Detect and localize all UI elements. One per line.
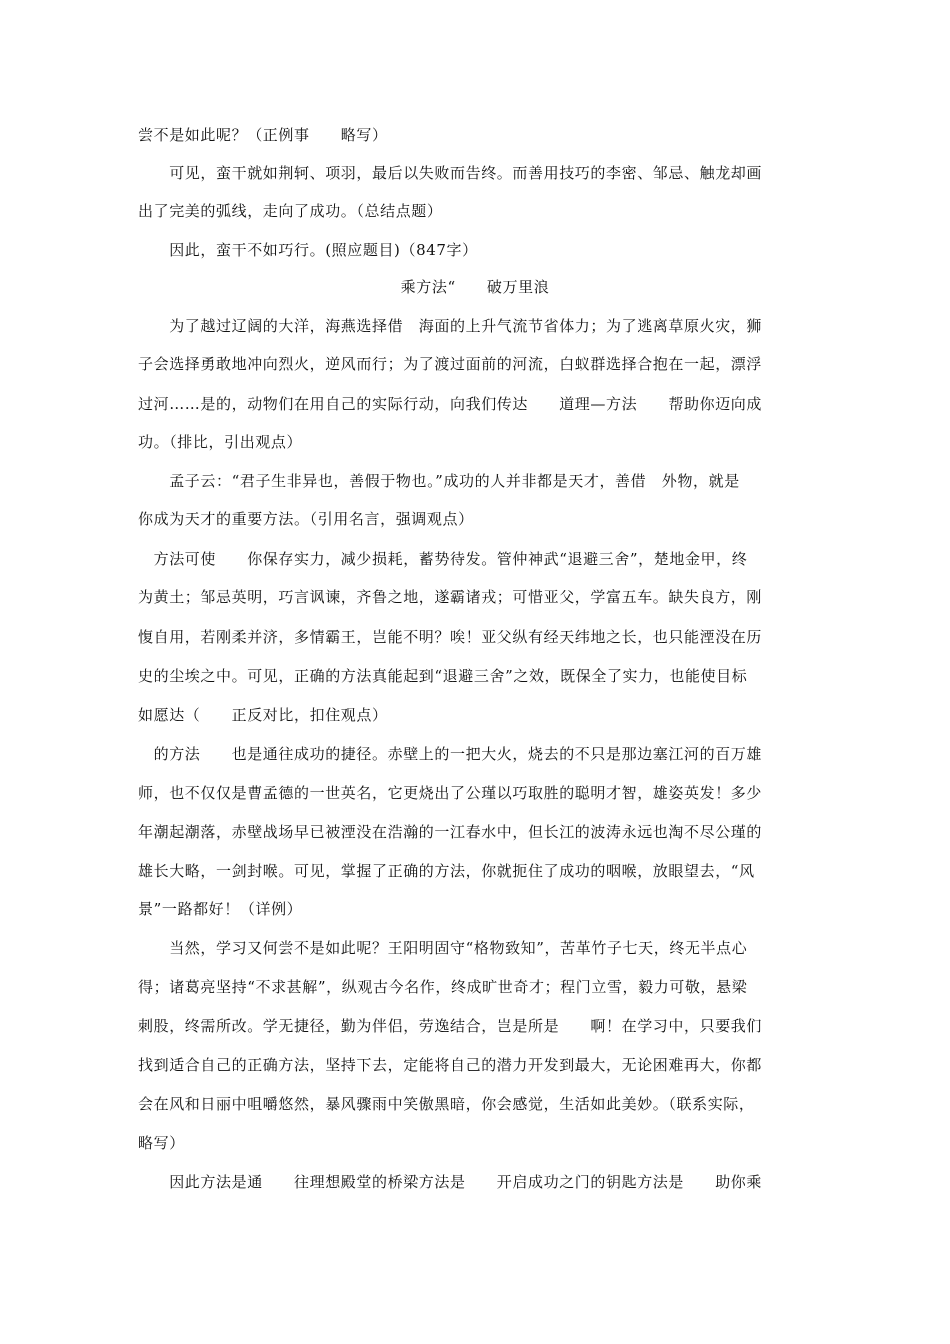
text-line: 为黄土；邹忌英明，巧言讽谏，齐鲁之地，遂霸诸戎；可惜亚父，学富五车。缺失良方，刚	[138, 588, 763, 606]
text-line: 可见，蛮干就如荆轲、项羽，最后以失败而告终。而善用技巧的李密、邹忌、触龙却画	[138, 164, 763, 182]
text-line: 过河……是的，动物们在用自己的实际行动，向我们传达 道理—方法 帮助你迈向成	[138, 395, 763, 413]
text-line: 愎自用，若刚柔并济，多情霸王，岂能不明？唉！亚父纵有经天纬地之长，也只能湮没在历	[138, 628, 763, 646]
text-line: 子会选择勇敢地冲向烈火，逆风而行；为了渡过面前的河流，白蚁群选择合抱在一起，漂浮	[138, 355, 763, 373]
text-line: 如愿达（ 正反对比，扣住观点）	[138, 706, 388, 724]
section-title: 乘方法“ 破万里浪	[400, 278, 550, 296]
text-line: 你成为天才的重要方法。（引用名言，强调观点）	[138, 510, 474, 528]
text-line: 出了完美的弧线，走向了成功。（总结点题）	[138, 202, 443, 220]
text-line: 年潮起潮落，赤壁战场早已被湮没在浩瀚的一江春水中，但长江的波涛永远也淘不尽公瑾的	[138, 823, 763, 841]
text-line: 景”一路都好！（详例）	[138, 900, 303, 918]
text-line: 为了越过辽阔的大洋，海燕选择借 海面的上升气流节省体力；为了逃离草原火灾，狮	[138, 317, 763, 335]
text-line: 的方法 也是通往成功的捷径。赤壁上的一把大火，烧去的不只是那边塞江河的百万雄	[138, 745, 763, 763]
text-line: 会在风和日丽中咀嚼悠然，暴风骤雨中笑傲黑暗，你会感觉，生活如此美妙。（联系实际，	[138, 1095, 755, 1113]
text-line: 刺股，终需所改。学无捷径，勤为伴侣，劳逸结合，岂是所是 啊！在学习中，只要我们	[138, 1017, 763, 1035]
text-line: 雄长大略，一剑封喉。可见，掌握了正确的方法，你就扼住了成功的咽喉，放眼望去，“风	[138, 862, 755, 880]
text-line: 因此，蛮干不如巧行。(照应题目)（847字）	[138, 241, 478, 259]
text-line: 功。（排比，引出观点）	[138, 433, 303, 451]
text-line: 师，也不仅仅是曹孟德的一世英名，它更烧出了公瑾以巧取胜的聪明才智，雄姿英发！多少	[138, 784, 763, 802]
text-line: 得；诸葛亮坚持“不求甚解”，纵观古今名作，终成旷世奇才；程门立雪，毅力可敬，悬梁	[138, 978, 748, 996]
text-line: 找到适合自己的正确方法，坚持下去，定能将自己的潜力开发到最大，无论困难再大，你都	[138, 1056, 763, 1074]
text-line: 因此方法是通 往理想殿堂的桥梁方法是 开启成功之门的钥匙方法是 助你乘	[138, 1173, 763, 1191]
text-line: 孟子云：“君子生非异也，善假于物也。”成功的人并非都是天才，善借 外物，就是	[138, 472, 740, 490]
text-line: 略写）	[138, 1134, 185, 1152]
text-line: 方法可使 你保存实力，减少损耗，蓄势待发。管仲神武“退避三舍”，楚地金甲，终	[138, 550, 748, 568]
text-line: 史的尘埃之中。可见，正确的方法真能起到“退避三舍”之效，既保全了实力，也能使目标	[138, 667, 748, 685]
text-line: 当然，学习又何尝不是如此呢？王阳明固守“格物致知”，苦革竹子七天，终无半点心	[138, 939, 748, 957]
text-line: 尝不是如此呢？（正例事 略写）	[138, 126, 388, 144]
